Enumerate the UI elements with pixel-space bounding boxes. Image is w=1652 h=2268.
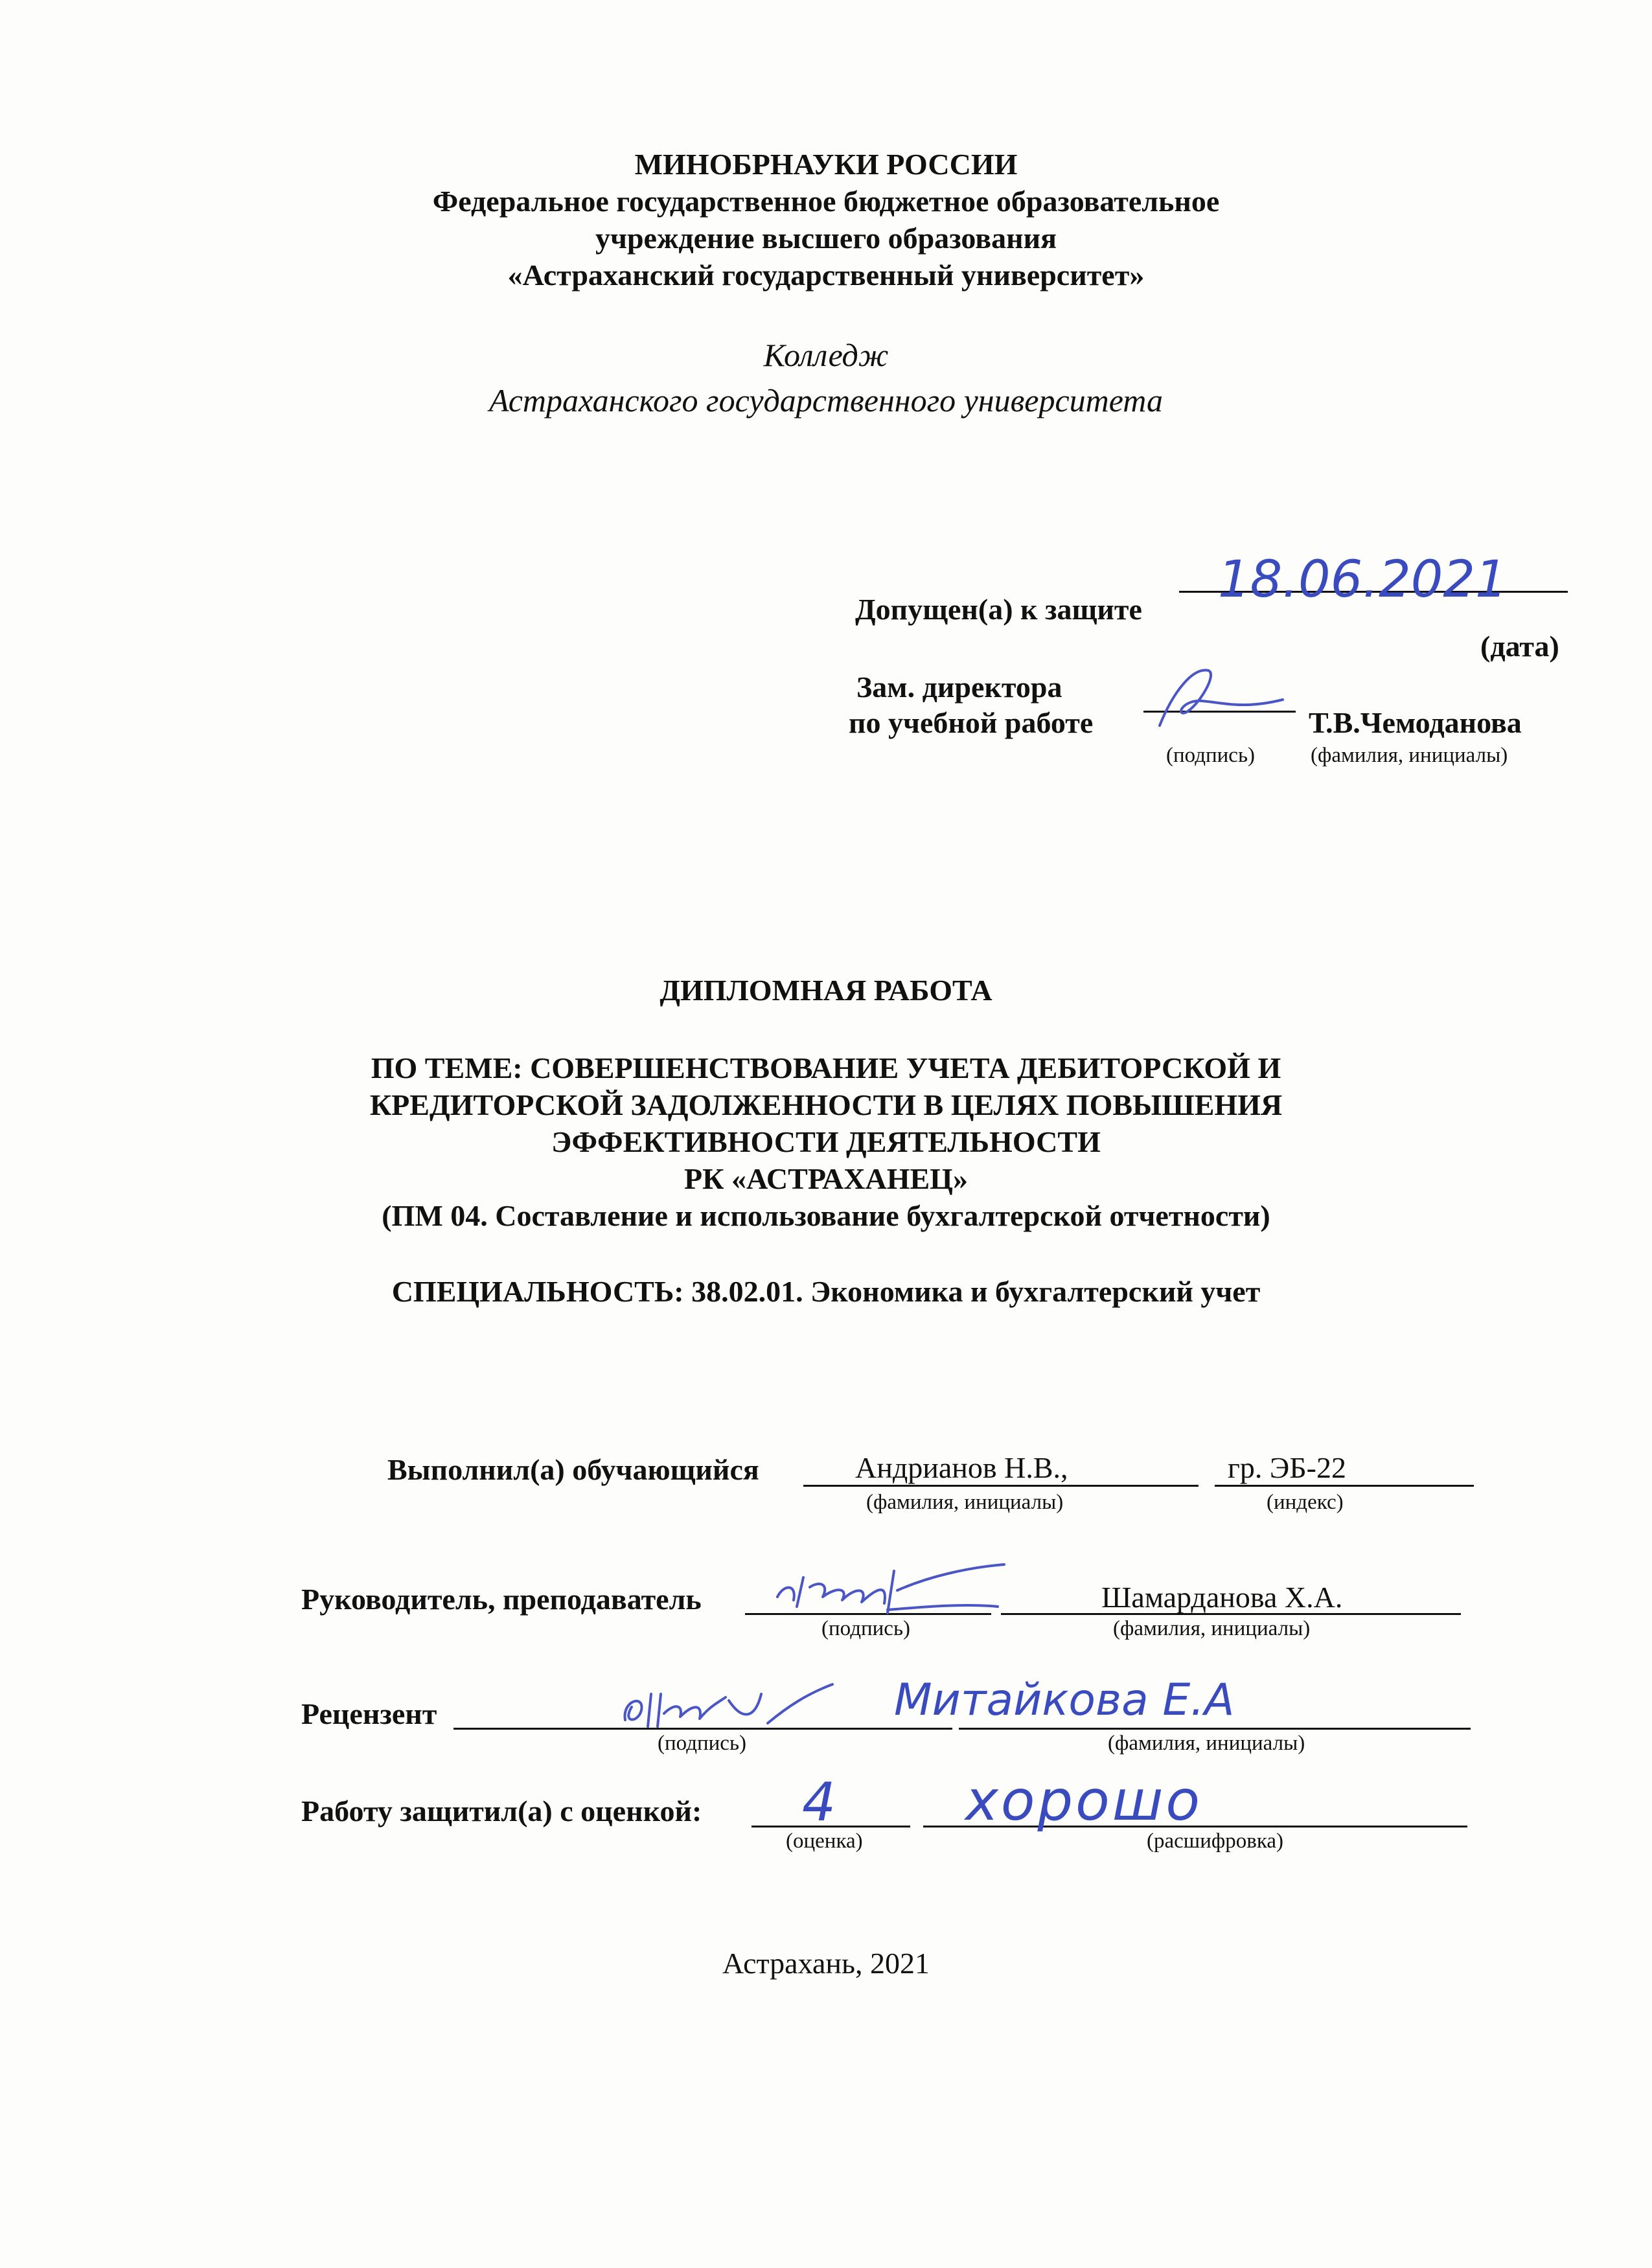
date-caption: (дата) <box>1480 630 1559 663</box>
student-label: Выполнил(а) обучающийся <box>387 1453 759 1486</box>
grade-text-handwritten: хорошо <box>965 1769 1203 1833</box>
admission-label: Допущен(а) к защите <box>855 593 1142 626</box>
city-year: Астрахань, 2021 <box>722 1947 930 1980</box>
student-group-line <box>1215 1485 1474 1487</box>
student-group-caption: (индекс) <box>1267 1491 1344 1514</box>
reviewer-name-line <box>959 1728 1471 1730</box>
topic-line-3: ЭФФЕКТИВНОСТИ ДЕЯТЕЛЬНОСТИ <box>551 1125 1101 1158</box>
grade-caption: (оценка) <box>786 1829 863 1853</box>
topic-line-2: КРЕДИТОРСКОЙ ЗАДОЛЖЕННОСТИ В ЦЕЛЯХ ПОВЫШЕНИЯ <box>369 1088 1283 1121</box>
deputy-signature <box>1147 654 1289 739</box>
supervisor-signature-caption: (подпись) <box>821 1617 910 1640</box>
supervisor-name-caption: (фамилия, инициалы) <box>1113 1617 1311 1640</box>
reviewer-signature <box>612 1668 845 1739</box>
institution-line-2: учреждение высшего образования <box>595 222 1057 255</box>
student-group: гр. ЭБ-22 <box>1228 1451 1346 1484</box>
deputy-name: Т.В.Чемоданова <box>1309 706 1522 739</box>
topic-line-1: ПО ТЕМЕ: СОВЕРШЕНСТВОВАНИЕ УЧЕТА ДЕБИТОРСКОЙ И <box>371 1051 1281 1084</box>
defense-label: Работу защитил(а) с оценкой: <box>301 1794 702 1827</box>
student-name-line <box>803 1485 1199 1487</box>
grade-handwritten: 4 <box>802 1772 836 1833</box>
deputy-line-2: по учебной работе <box>849 706 1094 739</box>
deputy-name-caption: (фамилия, инициалы) <box>1311 744 1508 767</box>
admission-date-handwritten: 18.06.2021 <box>1218 551 1508 609</box>
specialty: СПЕЦИАЛЬНОСТЬ: 38.02.01. Экономика и бухгалтерский учет <box>391 1275 1261 1308</box>
institution-line-1: Федеральное государственное бюджетное образовательное <box>432 185 1220 218</box>
module-title: (ПМ 04. Составление и использование бухгалтерской отчетности) <box>382 1199 1270 1232</box>
student-name-caption: (фамилия, инициалы) <box>866 1491 1064 1514</box>
ministry-title: МИНОБРНАУКИ РОССИИ <box>634 148 1018 181</box>
reviewer-label: Рецензент <box>301 1697 437 1730</box>
student-name: Андрианов Н.В., <box>855 1451 1068 1484</box>
reviewer-name-caption: (фамилия, инициалы) <box>1108 1732 1305 1755</box>
supervisor-name: Шамарданова Х.А. <box>1101 1581 1343 1614</box>
university-name: «Астраханский государственный университет» <box>507 258 1145 292</box>
reviewer-name-handwritten: Митайкова Е.А <box>894 1675 1235 1726</box>
reviewer-signature-caption: (подпись) <box>658 1732 746 1755</box>
supervisor-signature <box>758 1552 1017 1623</box>
deputy-line-1: Зам. директора <box>856 670 1062 704</box>
work-type: ДИПЛОМНАЯ РАБОТА <box>660 974 992 1007</box>
deputy-signature-caption: (подпись) <box>1166 744 1255 767</box>
supervisor-label: Руководитель, преподаватель <box>301 1583 702 1616</box>
topic-line-4: РК «АСТРАХАНЕЦ» <box>684 1162 968 1195</box>
college-line-2: Астраханского государственного университета <box>488 382 1164 418</box>
grade-text-caption: (расшифровка) <box>1147 1829 1283 1853</box>
college-line-1: Колледж <box>763 337 889 373</box>
